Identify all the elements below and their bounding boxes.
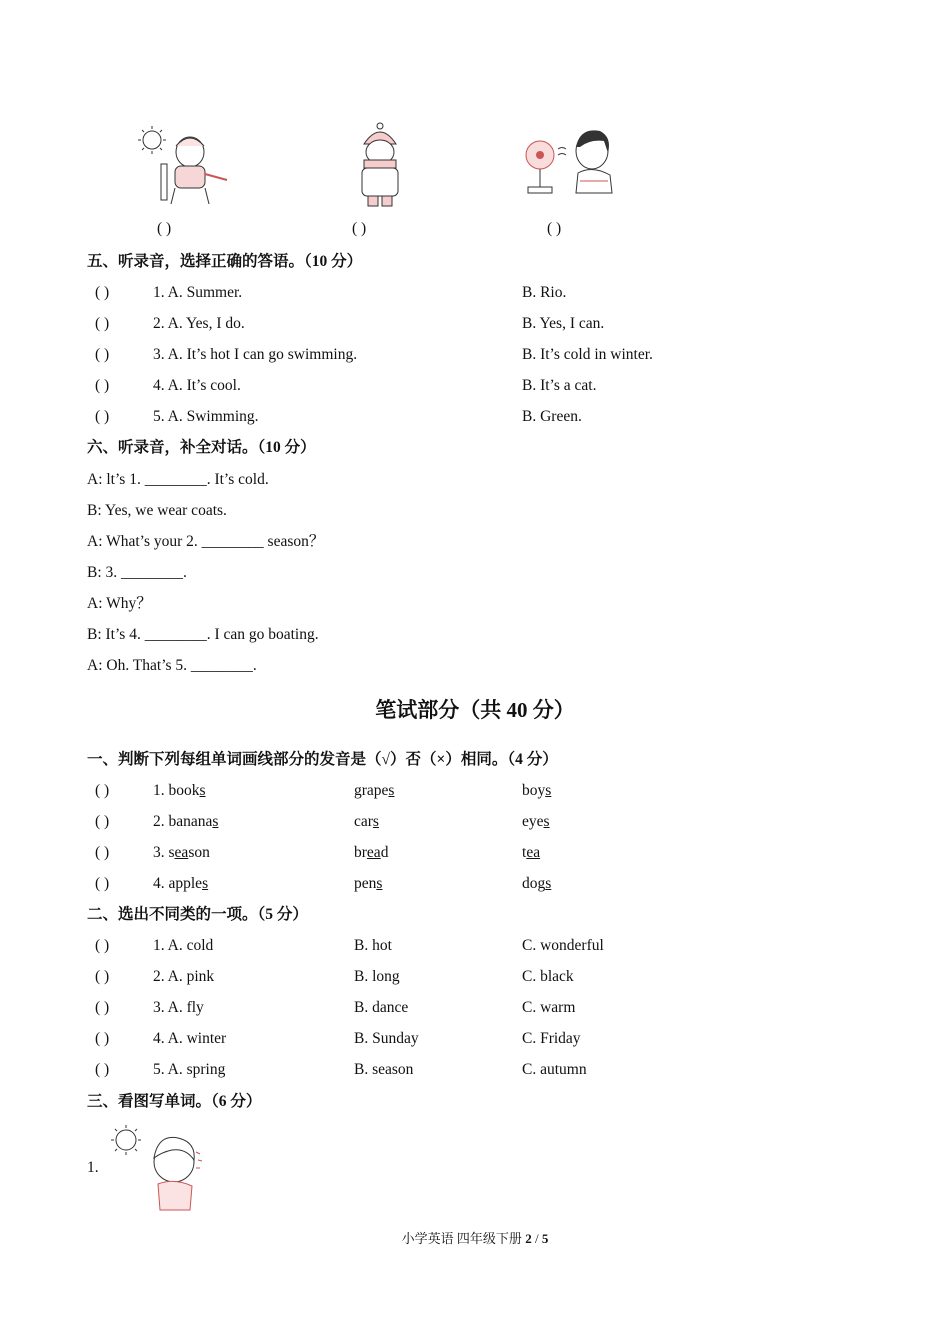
word-segment: t bbox=[522, 844, 527, 861]
word-segment: car bbox=[354, 813, 373, 830]
picture-3-answer-paren[interactable]: ( ) bbox=[547, 220, 562, 237]
word-segment: apple bbox=[168, 875, 203, 892]
section5-item-1-paren[interactable]: ( ) bbox=[95, 284, 110, 301]
underlined-segment: s bbox=[545, 782, 552, 799]
w2-item-1-option-a: 1. A. cold bbox=[153, 937, 214, 954]
word-segment: d bbox=[380, 844, 389, 861]
underlined-segment: s bbox=[212, 813, 219, 830]
footer-page-total: 5 bbox=[541, 1231, 549, 1246]
dialogue-line: B: 3. ________. bbox=[87, 564, 187, 581]
section6-heading: 六、听录音，补全对话。（10 分） bbox=[87, 439, 316, 456]
section5-item-5-paren[interactable]: ( ) bbox=[95, 408, 110, 425]
word-segment: banana bbox=[168, 813, 213, 830]
w1-item-3-paren[interactable]: ( ) bbox=[95, 844, 110, 861]
w2-item-5-option-c: C. autumn bbox=[522, 1061, 587, 1078]
footer-separator: / bbox=[531, 1231, 542, 1246]
underlined-segment: ea bbox=[526, 844, 541, 861]
section5-item-4-option-a: 4. A. It’s cool. bbox=[153, 377, 241, 394]
picture-1-answer-paren[interactable]: ( ) bbox=[157, 220, 172, 237]
w1-item-4-word-1 bbox=[153, 874, 208, 894]
w1-item-3-word-3 bbox=[522, 843, 540, 863]
section5-item-2-option-b: B. Yes, I can. bbox=[522, 315, 605, 332]
cold-child-illustration bbox=[350, 122, 410, 212]
w1-item-4-word-2 bbox=[354, 874, 382, 894]
underlined-segment: s bbox=[543, 813, 550, 830]
w1-item-4-paren[interactable]: ( ) bbox=[95, 875, 110, 892]
footer-subject: 小学英语 四年级下册 bbox=[401, 1231, 522, 1246]
w1-item-2-paren[interactable]: ( ) bbox=[95, 813, 110, 830]
section5-item-5-option-b: B. Green. bbox=[522, 408, 582, 425]
underlined-segment: s bbox=[376, 875, 383, 892]
section5-item-4-option-b: B. It’s a cat. bbox=[522, 377, 597, 394]
w1-item-number: 4. bbox=[153, 875, 169, 892]
w1-item-number: 2. bbox=[153, 813, 169, 830]
underlined-segment: ea bbox=[366, 844, 381, 861]
w2-item-5-option-b: B. season bbox=[354, 1061, 414, 1078]
w2-item-1-paren[interactable]: ( ) bbox=[95, 937, 110, 954]
w1-item-3-word-1 bbox=[153, 843, 210, 863]
w2-item-4-option-b: B. Sunday bbox=[354, 1030, 419, 1047]
w2-item-2-paren[interactable]: ( ) bbox=[95, 968, 110, 985]
dialogue-line: A: lt’s 1. ________. It’s cold. bbox=[87, 471, 269, 488]
section5-item-1-option-b: B. Rio. bbox=[522, 284, 567, 301]
w2-item-5-paren[interactable]: ( ) bbox=[95, 1061, 110, 1078]
section5-item-5-option-a: 5. A. Swimming. bbox=[153, 408, 259, 425]
underlined-segment: s bbox=[545, 875, 552, 892]
dialogue-line: B: Yes, we wear coats. bbox=[87, 502, 227, 519]
w2-item-3-option-a: 3. A. fly bbox=[153, 999, 204, 1016]
section5-item-2-option-a: 2. A. Yes, I do. bbox=[153, 315, 245, 332]
w1-item-1-word-2 bbox=[354, 781, 394, 801]
underlined-segment: s bbox=[199, 782, 206, 799]
w2-heading: 二、选出不同类的一项。（5 分） bbox=[87, 906, 308, 923]
section5-item-3-paren[interactable]: ( ) bbox=[95, 346, 110, 363]
w1-item-1-word-1 bbox=[153, 781, 206, 801]
written-part-title: 笔试部分（共 40 分） bbox=[375, 698, 575, 722]
word-segment: s bbox=[168, 844, 175, 861]
w2-item-4-option-c: C. Friday bbox=[522, 1030, 581, 1047]
word-segment: dog bbox=[522, 875, 546, 892]
section5-item-3-option-b: B. It’s cold in winter. bbox=[522, 346, 653, 363]
underlined-segment: s bbox=[372, 813, 379, 830]
w2-item-2-option-b: B. long bbox=[354, 968, 400, 985]
word-segment: eye bbox=[522, 813, 544, 830]
w2-item-1-option-b: B. hot bbox=[354, 937, 392, 954]
underlined-segment: s bbox=[388, 782, 395, 799]
footer-page-number: 2 bbox=[525, 1231, 532, 1246]
w2-item-5-option-a: 5. A. spring bbox=[153, 1061, 226, 1078]
w1-item-2-word-2 bbox=[354, 812, 379, 832]
dialogue-line: B: It’s 4. ________. I can go boating. bbox=[87, 626, 319, 643]
fan-child-illustration bbox=[520, 125, 620, 200]
hot-child-illustration bbox=[135, 124, 235, 214]
w2-item-3-option-c: C. warm bbox=[522, 999, 576, 1016]
sun-hot-child-illustration bbox=[106, 1122, 206, 1212]
word-segment: son bbox=[188, 844, 210, 861]
word-segment: grape bbox=[354, 782, 389, 799]
w3-heading: 三、看图写单词。（6 分） bbox=[87, 1093, 262, 1110]
w2-item-1-option-c: C. wonderful bbox=[522, 937, 604, 954]
word-segment: pen bbox=[354, 875, 377, 892]
w2-item-2-option-c: C. black bbox=[522, 968, 574, 985]
word-segment: br bbox=[354, 844, 367, 861]
section5-item-1-option-a: 1. A. Summer. bbox=[153, 284, 243, 301]
w2-item-2-option-a: 2. A. pink bbox=[153, 968, 215, 985]
w1-item-1-paren[interactable]: ( ) bbox=[95, 782, 110, 799]
w1-item-2-word-3 bbox=[522, 812, 550, 832]
w2-item-3-paren[interactable]: ( ) bbox=[95, 999, 110, 1016]
word-segment: boy bbox=[522, 782, 546, 799]
section5-heading: 五、听录音，选择正确的答语。（10 分） bbox=[87, 253, 363, 270]
dialogue-line: A: Oh. That’s 5. ________. bbox=[87, 657, 257, 674]
w1-item-number: 3. bbox=[153, 844, 169, 861]
w2-item-4-paren[interactable]: ( ) bbox=[95, 1030, 110, 1047]
w1-item-4-word-3 bbox=[522, 874, 551, 894]
page-footer bbox=[0, 1228, 950, 1247]
section5-item-4-paren[interactable]: ( ) bbox=[95, 377, 110, 394]
word-segment: book bbox=[168, 782, 200, 799]
w2-item-3-option-b: B. dance bbox=[354, 999, 409, 1016]
underlined-segment: s bbox=[202, 875, 209, 892]
section5-item-2-paren[interactable]: ( ) bbox=[95, 315, 110, 332]
w1-heading: 一、判断下列每组单词画线部分的发音是（√）否（×）相同。（4 分） bbox=[87, 751, 558, 768]
w1-item-3-word-2 bbox=[354, 843, 388, 863]
w1-item-1-word-3 bbox=[522, 781, 551, 801]
section5-item-3-option-a: 3. A. It’s hot I can go swimming. bbox=[153, 346, 358, 363]
w3-item-1-number: 1. bbox=[87, 1159, 99, 1176]
w2-item-4-option-a: 4. A. winter bbox=[153, 1030, 227, 1047]
underlined-segment: ea bbox=[174, 844, 189, 861]
dialogue-line: A: Why？ bbox=[87, 595, 152, 612]
picture-2-answer-paren[interactable]: ( ) bbox=[352, 220, 367, 237]
dialogue-line: A: What’s your 2. ________ season？ bbox=[87, 533, 325, 550]
w1-item-2-word-1 bbox=[153, 812, 218, 832]
w1-item-number: 1. bbox=[153, 782, 169, 799]
